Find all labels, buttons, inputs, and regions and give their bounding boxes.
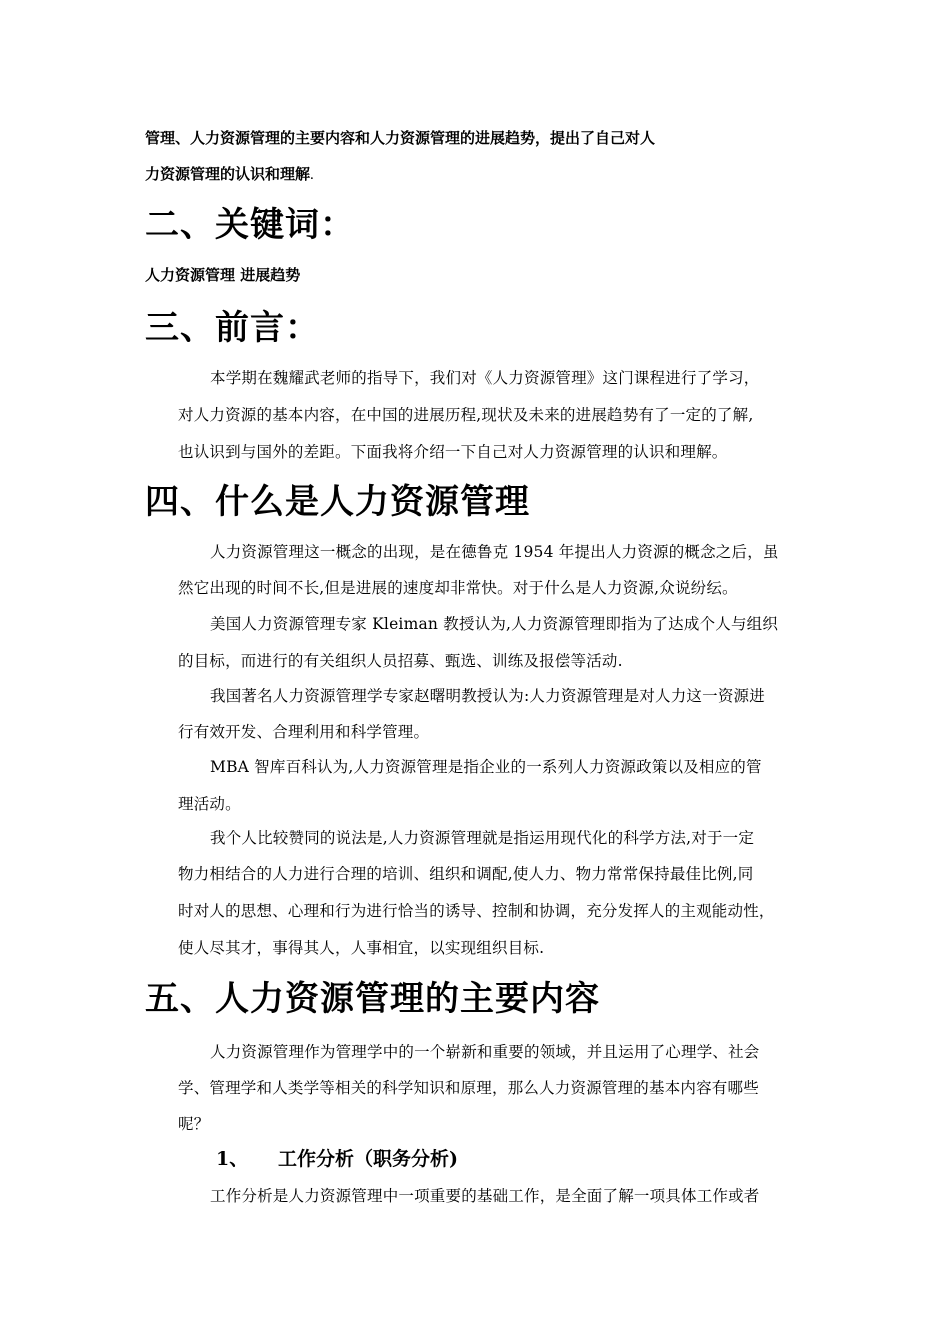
what-is-hrm-line: 美国人力资源管理专家 Kleiman 教授认为,人力资源管理即指为了达成个人与组织 bbox=[210, 615, 779, 633]
preface-line: 对人力资源的基本内容，在中国的进展历程,现状及未来的进展趋势有了一定的了解, bbox=[178, 406, 754, 424]
abstract-line-2-text: 力资源管理的认识和理解 bbox=[145, 165, 311, 183]
preface-line: 也认识到与国外的差距。下面我将介绍一下自己对人力资源管理的认识和理解。 bbox=[178, 443, 728, 461]
section-heading-main-contents: 五、人力资源管理的主要内容 bbox=[145, 979, 600, 1019]
what-is-hrm-line: 人力资源管理这一概念的出现，是在德鲁克 1954 年提出人力资源的概念之后，虽 bbox=[210, 543, 779, 561]
what-is-hrm-line: 我国著名人力资源管理学专家赵曙明教授认为:人力资源管理是对人力这一资源进 bbox=[210, 687, 765, 705]
section-heading-keywords: 二、关键词： bbox=[145, 205, 355, 245]
job-analysis-line: 工作分析是人力资源管理中一项重要的基础工作，是全面了解一项具体工作或者 bbox=[210, 1187, 760, 1205]
what-is-hrm-line: 物力相结合的人力进行合理的培训、组织和调配,使人力、物力常常保持最佳比例,同 bbox=[178, 865, 754, 883]
what-is-hrm-line: MBA 智库百科认为,人力资源管理是指企业的一系列人力资源政策以及相应的管 bbox=[210, 758, 762, 776]
keywords-text: 人力资源管理 进展趋势 bbox=[145, 266, 301, 284]
what-is-hrm-line: 时对人的思想、心理和行为进行恰当的诱导、控制和协调，充分发挥人的主观能动性， bbox=[178, 902, 775, 920]
what-is-hrm-line: 然它出现的时间不长,但是进展的速度却非常快。对于什么是人力资源,众说纷纭。 bbox=[178, 579, 738, 597]
what-is-hrm-line: 我个人比较赞同的说法是,人力资源管理就是指运用现代化的科学方法,对于一定 bbox=[210, 829, 755, 847]
section-heading-preface: 三、前言： bbox=[145, 308, 320, 348]
preface-line: 本学期在魏耀武老师的指导下，我们对《人力资源管理》这门课程进行了学习， bbox=[210, 369, 760, 387]
abstract-line-1: 管理、人力资源管理的主要内容和人力资源管理的进展趋势，提出了自己对人 bbox=[145, 129, 656, 147]
what-is-hrm-line: 行有效开发、合理利用和科学管理。 bbox=[178, 723, 430, 741]
subsection-heading-job-analysis bbox=[216, 1144, 458, 1171]
main-contents-line: 呢？ bbox=[178, 1115, 210, 1133]
what-is-hrm-line: 的目标，而进行的有关组织人员招募、甄选、训练及报偿等活动. bbox=[178, 652, 623, 670]
what-is-hrm-line: 理活动。 bbox=[178, 795, 241, 813]
section-heading-what-is-hrm: 四、什么是人力资源管理 bbox=[145, 482, 530, 522]
abstract-line-2 bbox=[145, 163, 314, 184]
main-contents-line: 人力资源管理作为管理学中的一个崭新和重要的领域，并且运用了心理学、社会 bbox=[210, 1043, 760, 1061]
what-is-hrm-line: 使人尽其才，事得其人，人事相宜，以实现组织目标. bbox=[178, 939, 545, 957]
subsection-number: 1、 bbox=[216, 1148, 249, 1170]
subsection-title: 工作分析（职务分析) bbox=[278, 1148, 458, 1170]
main-contents-line: 学、管理学和人类学等相关的科学知识和原理，那么人力资源管理的基本内容有哪些 bbox=[178, 1079, 759, 1097]
abstract-line-2-end: . bbox=[310, 167, 314, 183]
